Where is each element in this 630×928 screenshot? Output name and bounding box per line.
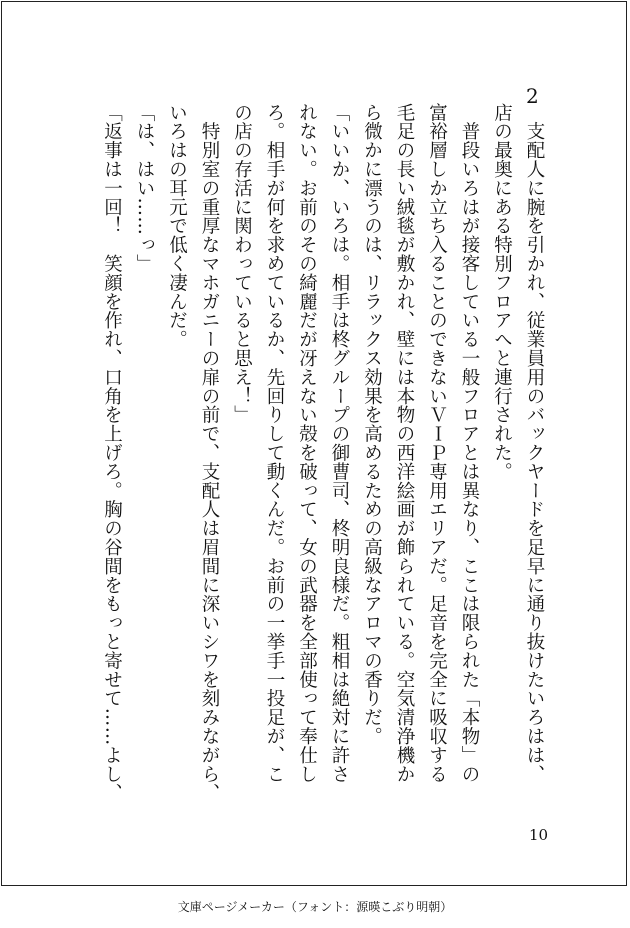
- text-line: 特別室の重厚なマホガニーの扉の前で、支配人は眉間に深いシワを刻みながら、: [199, 103, 220, 803]
- text-line: 「返事は一回！ 笑顔を作れ、口角を上げろ。胸の谷間をもっと寄せて……よし、: [101, 103, 123, 803]
- text-line: 毛足の長い絨毯が敷かれ、壁には本物の西洋絵画が飾られている。空気清浄機か: [394, 103, 415, 784]
- text-line: れない。お前のその綺麗だが冴えない殻を破って、女の武器を全部使って奉仕し: [296, 103, 318, 784]
- chapter-number: 2: [526, 84, 539, 108]
- text-line: 店の最奥にある特別フロアへと連行された。: [491, 103, 513, 481]
- body-text: [95, 103, 550, 803]
- text-line: ら微かに漂うのは、リラックス効果を高めるための高級なアロマの香りだ。: [361, 103, 383, 746]
- text-line: 支配人に腕を引かれ、従業員用のバックヤードを足早に通り抜けたいろはは、: [524, 103, 545, 784]
- text-line: の店の存活に関わっていると思え！」: [231, 103, 253, 425]
- text-line: 普段いろはが接客している一般フロアとは異なり、ここは限られた「本物」の: [459, 103, 480, 784]
- footer-caption: 文庫ページメーカー（フォント：源暎こぶり明朝）: [177, 900, 453, 914]
- text-line: ろ。相手が何を求めているか、先回りして動くんだ。お前の一挙手一投足が、こ: [264, 103, 285, 784]
- text-line: いろはの耳元で低く凄んだ。: [166, 103, 188, 349]
- text-line: 「は、はい……っ」: [134, 103, 155, 274]
- text-line: 「いいか、いろは。相手は柊グループの御曹司、柊明良様だ。粗相は絶対に許さ: [329, 103, 350, 784]
- text-line: 富裕層しか立ち入ることのできないＶＩＰ専用エリアだ。足音を完全に吸収する: [426, 103, 448, 784]
- page-number: 10: [529, 826, 549, 844]
